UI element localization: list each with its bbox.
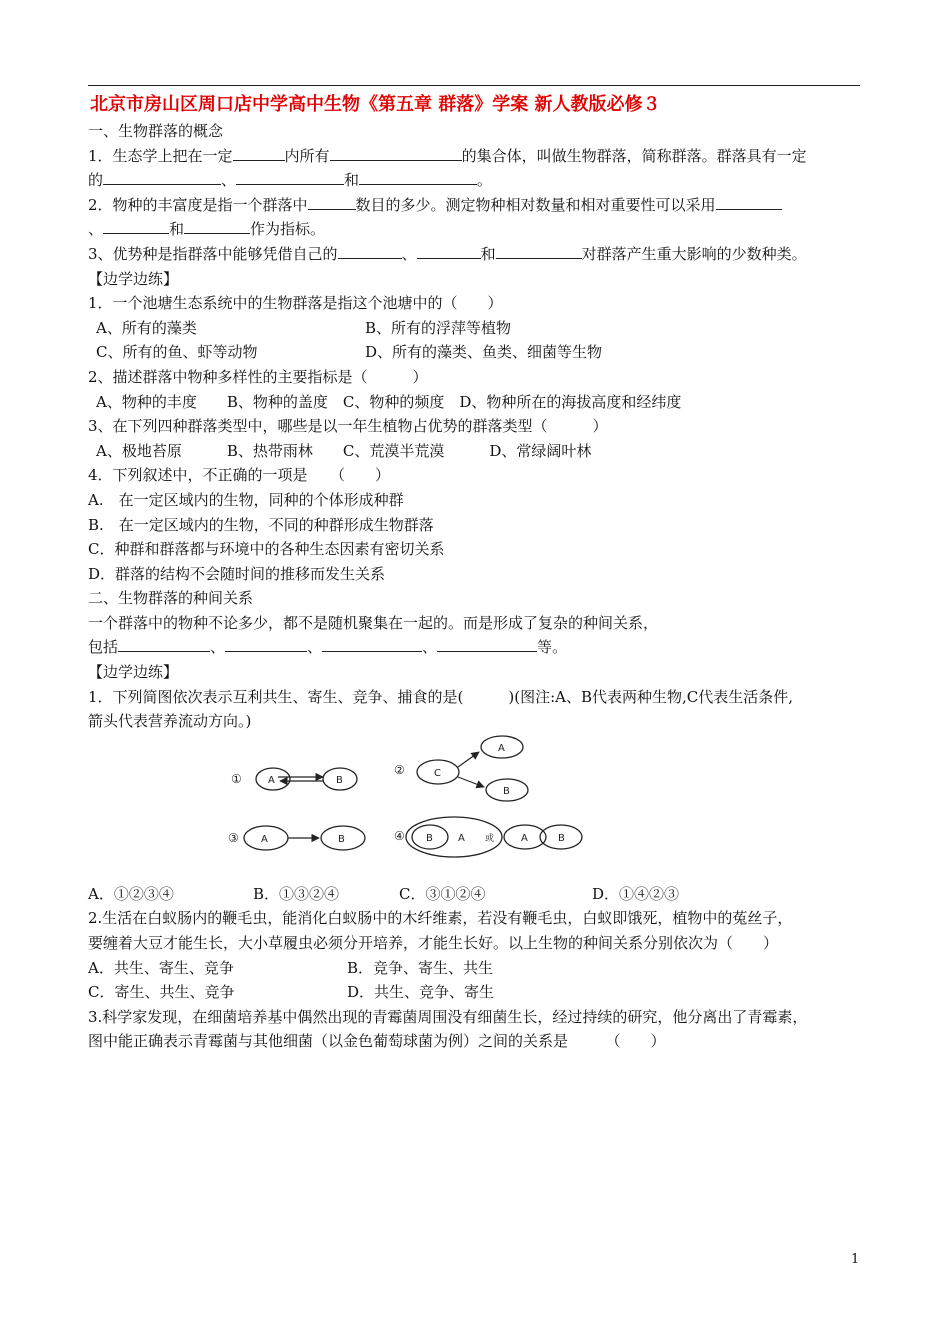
section-1-heading: 一、生物群落的概念 — [88, 122, 224, 140]
blank-16[interactable] — [437, 635, 537, 652]
option-b[interactable]: B、所有的浮萍等植物 — [365, 318, 512, 337]
p1-q2: 2、描述群落中物种多样性的主要指标是（ ） — [88, 367, 428, 386]
option-c[interactable]: C．寄生、共生、竞争 — [88, 983, 235, 1002]
blank-15[interactable] — [322, 635, 422, 652]
p2-q3: 3.科学家发现，在细菌培养基中偶然出现的青霉菌周围没有细菌生长，经过持续的研究，他分离出了青霉素， — [88, 1007, 808, 1026]
option-a[interactable]: A．①②③④ — [88, 884, 174, 903]
p2-q1: 1．下列简图依次表示互利共生、寄生、竞争、捕食的是( )(图注:A、B代表两种生物,C代表生活条件, — [88, 687, 794, 706]
page-number: 1 — [851, 1252, 860, 1267]
p1-q1-options-cd — [88, 340, 863, 365]
p2-q2-cont: 要缠着大豆才能生长，大小草履虫必须分开培养，才能生长好。以上生物的种间关系分别依次为（ ） — [88, 934, 779, 953]
label-b: B — [336, 774, 343, 786]
option-d[interactable]: D、所有的藻类、鱼类、细菌等生物 — [365, 343, 603, 362]
label-b: B — [558, 832, 565, 844]
blank-9[interactable] — [184, 217, 250, 234]
p1-q1-options-ab — [88, 316, 863, 341]
diagram-label-1: ① — [231, 771, 242, 786]
blank-13[interactable] — [118, 635, 210, 652]
label-a: A — [268, 774, 275, 786]
blank-12[interactable] — [496, 242, 582, 259]
label-b: B — [503, 785, 510, 797]
blank-10[interactable] — [338, 242, 402, 259]
option-d[interactable]: D．共生、竞争、寄生 — [347, 983, 495, 1002]
relationship-diagram — [88, 734, 863, 882]
p1-q3-options[interactable]: A、极地苔原 B、热带雨林 C、荒漠半荒漠 D、常绿阔叶林 — [96, 441, 592, 460]
document-title: 北京市房山区周口店中学高中生物《第五章 群落》学案 新人教版必修３ — [90, 94, 661, 115]
blank-1[interactable] — [233, 144, 285, 161]
option-c[interactable]: C．种群和群落都与环境中的各种生态因素有密切关系 — [88, 540, 445, 559]
p1-q2-options[interactable]: A、物种的丰度 B、物种的盖度 C、物种的频度 D、物种所在的海拔高度和经纬度 — [96, 392, 682, 411]
p2-q2-options-ab — [88, 956, 863, 981]
option-b[interactable]: B．①③②④ — [253, 884, 340, 903]
practice-label-2: 【边学边练】 — [88, 663, 179, 682]
option-b[interactable]: B. 在一定区域内的生物，不同的种群形成生物群落 — [88, 515, 434, 534]
p2-q1-cont: 箭头代表营养流动方向。) — [88, 712, 252, 731]
p2-q2: 2.生活在白蚁肠内的鞭毛虫，能消化白蚁肠中的木纤维素，若没有鞭毛虫，白蚁即饿死，植物中的菟丝子， — [88, 909, 793, 928]
option-d[interactable]: D．群落的结构不会随时间的推移而发生关系 — [88, 564, 386, 583]
p2-q1-options — [88, 882, 863, 907]
document-body — [88, 92, 863, 1054]
s2-intro: 一个群落中的物种不论多少，都不是随机聚集在一起的。而是形成了复杂的种间关系， — [88, 613, 659, 632]
label-b: B — [426, 832, 433, 844]
label-a: A — [498, 742, 505, 754]
label-c: C — [434, 767, 441, 779]
s1-q2-line1: 2．物种的丰富度是指一个群落中 数目的多少。测定物种相对数量和相对重要性可以采用 — [88, 193, 863, 218]
p1-q1: 1．一个池塘生态系统中的生物群落是指这个池塘中的（ ） — [88, 294, 503, 313]
diagram-label-3: ③ — [228, 830, 239, 845]
option-a[interactable]: A. 在一定区域内的生物，同种的个体形成种群 — [88, 490, 404, 509]
label-a: A — [261, 833, 268, 845]
p1-q4: 4．下列叙述中，不正确的一项是 （ ） — [88, 466, 391, 485]
s1-q1-line1: 1．生态学上把在一定 内所有 的集合体，叫做生物群落，简称群落。群落具有一定 — [88, 144, 863, 169]
blank-5[interactable] — [359, 168, 477, 185]
relationship-diagram-svg — [88, 734, 863, 882]
label-b: B — [338, 833, 345, 845]
p1-q3: 3、在下列四种群落类型中，哪些是以一年生植物占优势的群落类型（ ） — [88, 417, 608, 436]
section-2-heading: 二、生物群落的种间关系 — [88, 589, 254, 608]
blank-14[interactable] — [225, 635, 307, 652]
blank-4[interactable] — [236, 168, 344, 185]
practice-label-1: 【边学边练】 — [88, 269, 179, 288]
s2-includes: 包括 、 、 、 等。 — [88, 635, 863, 660]
blank-8[interactable] — [103, 217, 169, 234]
s1-q2-line2: 、 和 作为指标。 — [88, 217, 863, 242]
option-b[interactable]: B．竞争、寄生、共生 — [347, 958, 494, 977]
p2-q2-options-cd — [88, 980, 863, 1005]
diagram-label-4: ④ — [394, 828, 405, 843]
blank-11[interactable] — [417, 242, 481, 259]
blank-6[interactable] — [308, 193, 356, 210]
s1-q3: 3、优势种是指群落中能够凭借自己的 、 和 对群落产生重大影响的少数种类。 — [88, 242, 863, 267]
option-d[interactable]: D．①④②③ — [592, 884, 680, 903]
option-c[interactable]: C．③①②④ — [399, 884, 486, 903]
s1-q1-line2: 的 、 和 。 — [88, 168, 863, 193]
blank-2[interactable] — [330, 144, 462, 161]
p2-q3-cont: 图中能正确表示青霉菌与其他细菌（以金色葡萄球菌为例）之间的关系是 （ ） — [88, 1032, 666, 1051]
option-c[interactable]: C、所有的鱼、虾等动物 — [96, 343, 258, 362]
blank-7[interactable] — [716, 193, 782, 210]
option-a[interactable]: A、所有的藻类 — [96, 318, 197, 337]
diagram-label-2: ② — [394, 762, 405, 777]
label-or: 或 — [485, 833, 495, 844]
blank-3[interactable] — [103, 168, 221, 185]
header-rule — [88, 85, 860, 86]
label-a: A — [458, 832, 465, 844]
arrow-c-to-b — [458, 777, 484, 787]
option-a[interactable]: A．共生、寄生、竞争 — [88, 958, 234, 977]
label-a: A — [521, 832, 528, 844]
arrow-c-to-a — [458, 752, 479, 767]
